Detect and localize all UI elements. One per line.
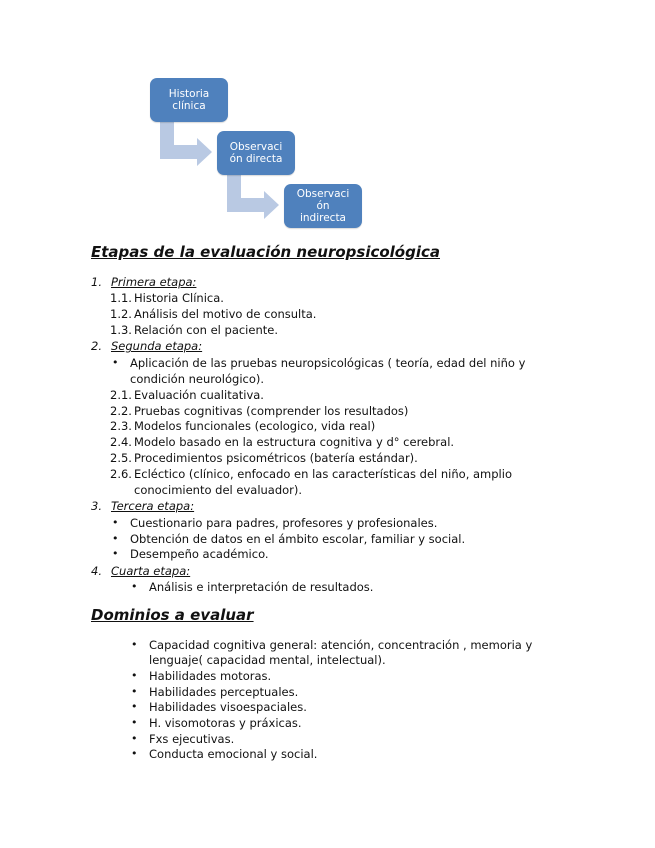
stage-1-heading xyxy=(91,275,196,289)
stage-4-label: Cuarta etapa: xyxy=(111,564,191,578)
stage-3-label: Tercera etapa: xyxy=(111,499,195,513)
item-number: 2.4. xyxy=(110,435,132,449)
list-item xyxy=(110,451,418,465)
bullet-text-line2: lenguaje( capacidad mental, intelectual). xyxy=(149,653,386,667)
list-item xyxy=(110,404,408,418)
list-item xyxy=(110,467,512,481)
stage-3-heading xyxy=(91,499,194,513)
stage-2-label: Segunda etapa: xyxy=(111,339,203,353)
bullet-text: Obtención de datos en el ámbito escolar, familiar y social. xyxy=(130,532,466,546)
stage-3-number: 3. xyxy=(91,499,102,513)
item-number: 2.5. xyxy=(110,451,132,465)
bullet-text: Cuestionario para padres, profesores y profesionales. xyxy=(130,516,438,530)
bullet-glyph: • xyxy=(131,669,138,682)
box2-line1: Observaci xyxy=(229,141,283,153)
box3-line1: Observaci xyxy=(296,188,350,200)
bullet-text-line1: Aplicación de las pruebas neuropsicológicas ( teoría, edad del niño y xyxy=(130,356,526,370)
item-text: Ecléctico (clínico, enfocado en las características del niño, amplio xyxy=(134,467,512,481)
diagram-box-observacion-indirecta xyxy=(284,184,362,228)
box3-line3: indirecta xyxy=(299,212,346,224)
bullet-glyph: • xyxy=(131,747,138,760)
bullet-text: Conducta emocional y social. xyxy=(149,747,318,761)
bullet-glyph: • xyxy=(131,638,138,651)
item-number: 1.1. xyxy=(110,291,132,305)
item-number: 1.3. xyxy=(110,323,132,337)
bullet-text: H. visomotoras y práxicas. xyxy=(149,716,302,730)
bullet-text: Habilidades visoespaciales. xyxy=(149,700,307,714)
list-item-continuation: conocimiento del evaluador). xyxy=(134,483,303,497)
bullet-glyph: • xyxy=(131,580,138,593)
bullet-glyph: • xyxy=(112,356,119,369)
bullet-text: Habilidades perceptuales. xyxy=(149,685,299,699)
box2-line2: ón directa xyxy=(229,153,283,165)
item-text: Modelos funcionales (ecologico, vida real) xyxy=(134,419,376,433)
list-item xyxy=(110,323,278,337)
bullet-glyph: • xyxy=(131,700,138,713)
bullet-text: Fxs ejecutivas. xyxy=(149,732,235,746)
bullet-text-line1: Capacidad cognitiva general: atención, concentración , memoria y xyxy=(149,638,533,652)
stage-4-number: 4. xyxy=(91,564,102,578)
arrow-1 xyxy=(160,122,212,166)
list-item xyxy=(110,419,375,433)
arrow-2 xyxy=(227,175,279,219)
bullet-glyph: • xyxy=(112,516,119,529)
item-text: Evaluación cualitativa. xyxy=(134,388,264,402)
box1-line2: clínica xyxy=(172,100,206,112)
item-number: 2.6. xyxy=(110,467,132,481)
stage-2-heading xyxy=(91,339,202,353)
bullet-glyph: • xyxy=(131,716,138,729)
box1-line1: Historia xyxy=(168,88,210,100)
item-text: Modelo basado en la estructura cognitiva y d° cerebral. xyxy=(134,435,455,449)
bullet-text: Habilidades motoras. xyxy=(149,669,272,683)
bullet-text: Análisis e interpretación de resultados. xyxy=(149,580,374,594)
item-text: Procedimientos psicométricos (batería estándar). xyxy=(134,451,418,465)
item-number: 2.2. xyxy=(110,404,132,418)
item-text: Pruebas cognitivas (comprender los resultados) xyxy=(134,404,409,418)
item-number: 2.3. xyxy=(110,419,132,433)
stage-4-heading xyxy=(91,564,190,578)
bullet-text: Desempeño académico. xyxy=(130,547,269,561)
section-title-etapas: Etapas de la evaluación neuropsicológica xyxy=(91,243,440,261)
item-number: 1.2. xyxy=(110,307,132,321)
stage-1-label: Primera etapa: xyxy=(111,275,197,289)
bullet-glyph: • xyxy=(112,547,119,560)
diagram-box-historia-clinica xyxy=(150,78,228,122)
stage-1-number: 1. xyxy=(91,275,102,289)
list-item xyxy=(110,388,264,402)
list-item xyxy=(110,435,454,449)
section-title-dominios: Dominios a evaluar xyxy=(91,606,254,624)
bullet-glyph: • xyxy=(131,685,138,698)
list-item xyxy=(110,291,224,305)
item-number: 2.1. xyxy=(110,388,132,402)
bullet-glyph: • xyxy=(112,532,119,545)
bullet-glyph: • xyxy=(131,732,138,745)
item-text: Análisis del motivo de consulta. xyxy=(134,307,317,321)
box3-line2: ón xyxy=(316,200,330,212)
bullet-text-line2: condición neurológico). xyxy=(130,372,265,386)
item-text: Relación con el paciente. xyxy=(134,323,278,337)
list-item xyxy=(110,307,316,321)
item-text: Historia Clínica. xyxy=(134,291,224,305)
flow-diagram xyxy=(0,0,655,240)
stage-2-number: 2. xyxy=(91,339,102,353)
diagram-box-observacion-directa xyxy=(217,131,295,175)
